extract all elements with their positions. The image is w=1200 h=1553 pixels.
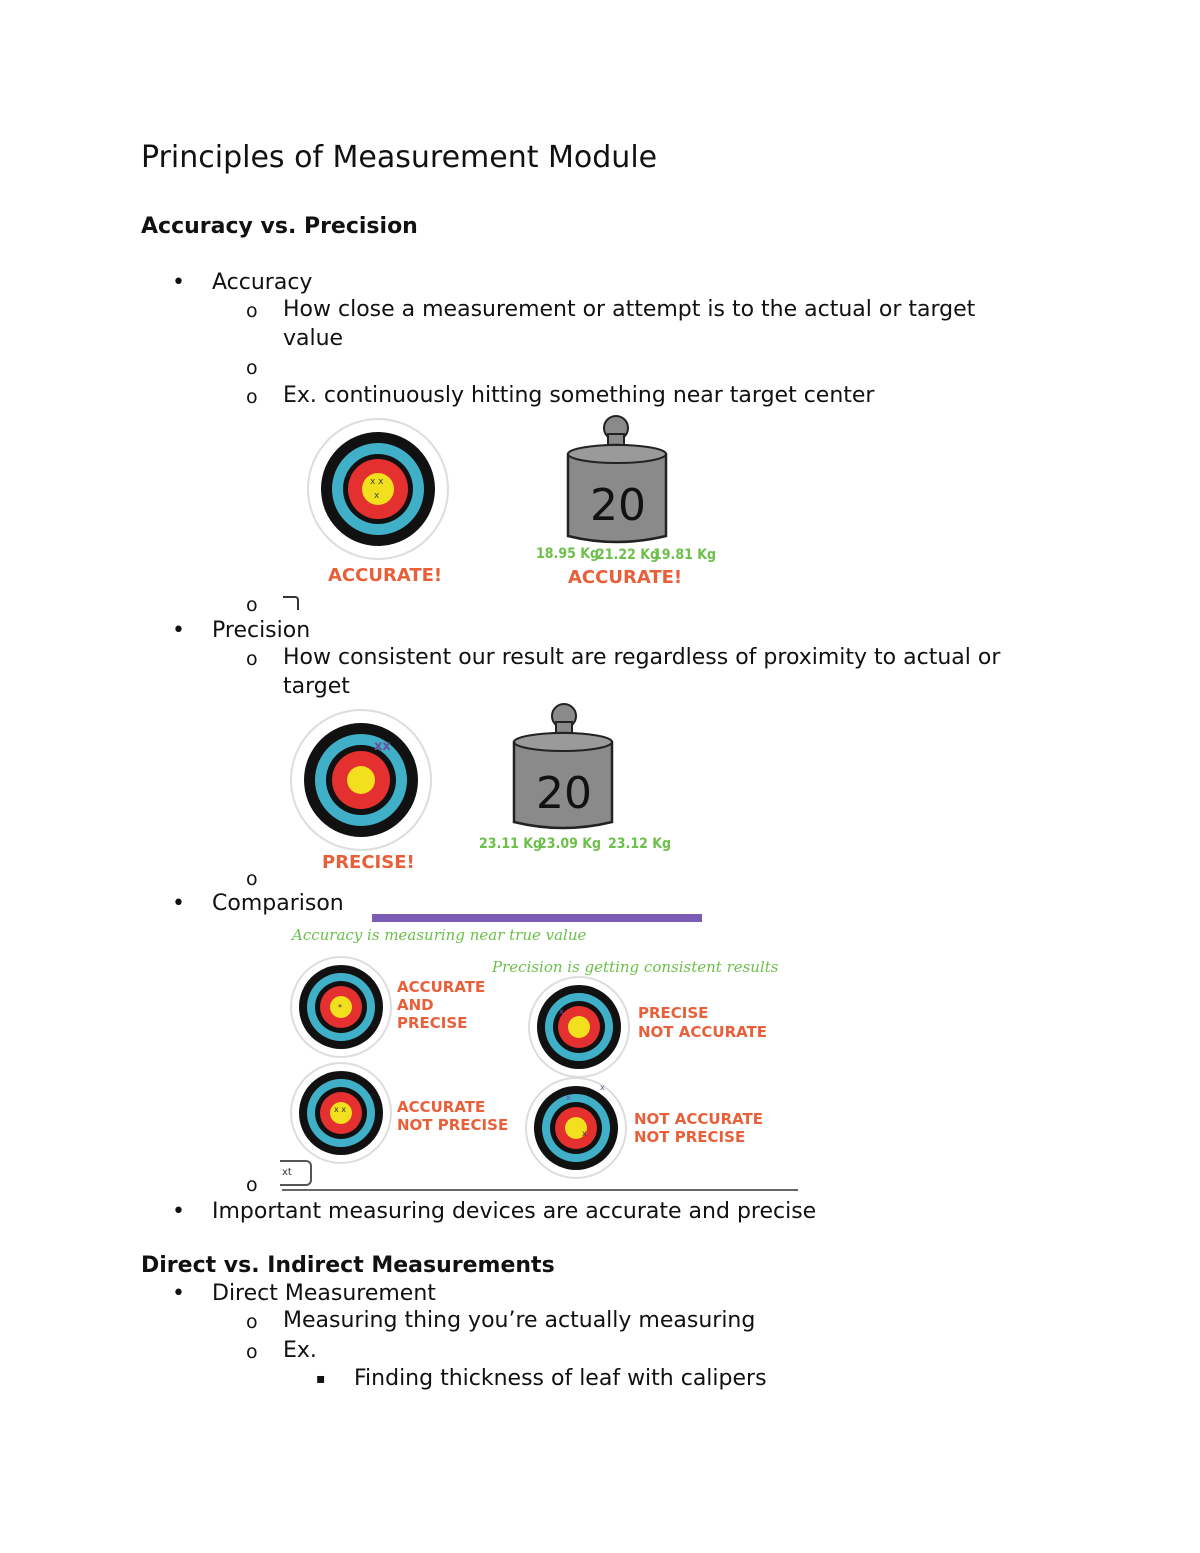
precision-figure — [286, 700, 676, 880]
weight-number: 20 — [536, 768, 592, 819]
weight-reading: 23.11 Kg — [479, 836, 542, 852]
bullet-level1: • — [172, 270, 185, 295]
svg-text:*: * — [338, 1003, 342, 1012]
bullet-level2: o — [246, 648, 258, 670]
svg-text:xx: xx — [374, 739, 391, 754]
accuracy-figure — [300, 412, 720, 592]
target-not-accurate-not-precise — [526, 1078, 626, 1178]
svg-text:x: x — [374, 491, 380, 501]
direct-ex-label: Ex. — [283, 1338, 317, 1363]
embedded-object-fragment: xt — [280, 1160, 312, 1186]
svg-text:x: x — [582, 1129, 587, 1138]
bullet-level1: • — [172, 891, 185, 916]
weight-caption: ACCURATE! — [568, 567, 683, 588]
weight-reading: 21.22 Kg — [596, 547, 659, 563]
target-precise-not-accurate — [529, 977, 629, 1077]
precision-note: Precision is getting consistent results — [492, 958, 779, 976]
comparison-svg — [282, 914, 802, 1192]
direct-definition: Measuring thing you’re actually measuring — [283, 1308, 756, 1333]
weight-reading: 23.09 Kg — [538, 836, 601, 852]
quadrant-label-accurate-precise: ACCURATE AND PRECISE — [397, 978, 486, 1032]
svg-text:x x: x x — [370, 477, 384, 487]
target-accurate-not-precise — [291, 1063, 391, 1163]
accuracy-label: Accuracy — [212, 270, 313, 295]
important-note: Important measuring devices are accurate and precise — [212, 1199, 817, 1224]
comparison-figure — [282, 914, 802, 1192]
svg-text:x x: x x — [334, 1105, 347, 1114]
bullet-level2: o — [246, 1341, 258, 1363]
accuracy-note: Accuracy is measuring near true value — [292, 926, 587, 944]
accurate-target-caption: ACCURATE! — [328, 565, 443, 586]
bullet-level2: o — [246, 594, 258, 616]
precision-definition-line2: target — [283, 674, 350, 699]
weight-reading: 23.12 Kg — [608, 836, 671, 852]
svg-text:x: x — [566, 1093, 571, 1102]
quadrant-label-accurate-not-precise: ACCURATE NOT PRECISE — [397, 1098, 509, 1134]
quadrant-label-precise-not-accurate: PRECISE NOT ACCURATE — [638, 1004, 768, 1041]
weight-reading: 19.81 Kg — [653, 547, 716, 563]
svg-text:x: x — [559, 1007, 564, 1016]
bullet-level2: o — [246, 386, 258, 408]
bullet-level1: • — [172, 1281, 185, 1306]
precision-label: Precision — [212, 618, 311, 643]
direct-example: Finding thickness of leaf with calipers — [354, 1366, 767, 1391]
section-heading-accuracy-precision: Accuracy vs. Precision — [141, 214, 418, 239]
weight-number: 20 — [590, 480, 646, 531]
direct-measurement-label: Direct Measurement — [212, 1281, 436, 1306]
bullet-level2: o — [246, 1311, 258, 1333]
svg-text:x: x — [600, 1083, 605, 1092]
weight-reading: 18.95 Kg — [536, 546, 599, 562]
bullet-level2: o — [246, 357, 258, 379]
bullet-level2: o — [246, 868, 258, 890]
bullet-level3: ▪ — [316, 1371, 326, 1387]
precise-target — [291, 710, 431, 850]
quadrant-label-not-accurate-not-precise: NOT ACCURATE NOT PRECISE — [634, 1110, 764, 1146]
page-title: Principles of Measurement Module — [141, 140, 658, 175]
accurate-target — [308, 419, 448, 559]
target-accurate-precise — [291, 957, 391, 1057]
bullet-level2: o — [246, 300, 258, 322]
embedded-object-icon — [283, 596, 299, 610]
accuracy-example: Ex. continuously hitting something near target center — [283, 383, 875, 408]
accuracy-definition-line1: How close a measurement or attempt is to the actual or target — [283, 297, 976, 322]
comparison-label: Comparison — [212, 891, 344, 916]
precise-target-caption: PRECISE! — [322, 852, 415, 873]
accuracy-definition-line2: value — [283, 326, 344, 351]
bullet-level1: • — [172, 618, 185, 643]
bullet-level1: • — [172, 1199, 185, 1224]
bullet-level2: o — [246, 1174, 258, 1196]
precision-definition-line1: How consistent our result are regardless of proximity to actual or — [283, 645, 1001, 670]
section-heading-direct-indirect: Direct vs. Indirect Measurements — [141, 1253, 555, 1278]
cropped-title-strip — [372, 914, 702, 922]
